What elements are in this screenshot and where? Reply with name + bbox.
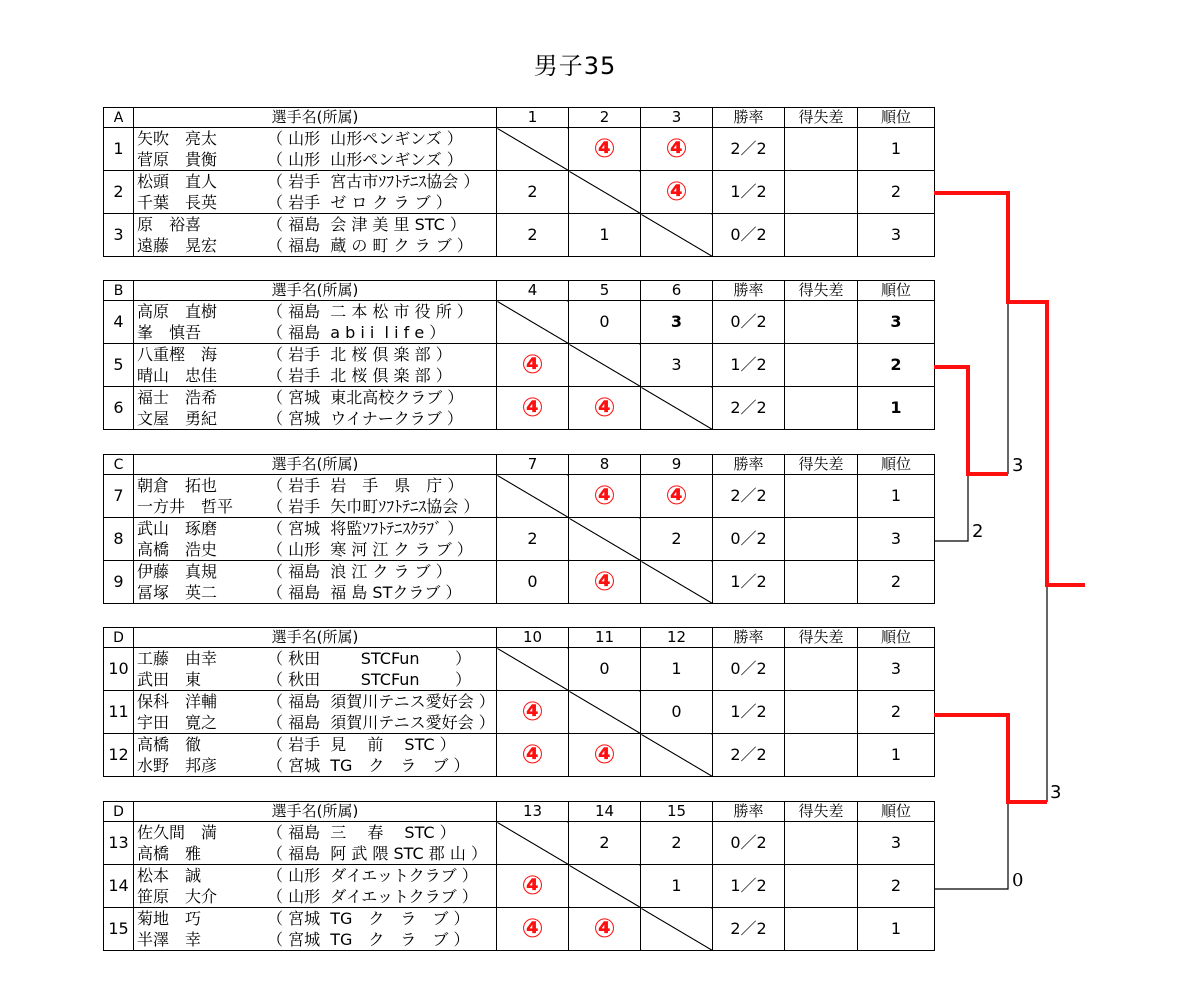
bracket-win-path-b bbox=[934, 367, 1008, 474]
player-affiliation: （ 秋田 STCFun ） bbox=[267, 649, 472, 668]
players-header: 選手名(所属) bbox=[134, 455, 497, 475]
page-title: 男子35 bbox=[533, 52, 617, 80]
player-name: 八重樫 海 bbox=[137, 345, 218, 364]
player-name: 高橋 徹 bbox=[137, 735, 202, 754]
match-score: 2 bbox=[641, 822, 713, 865]
match-score: ④ bbox=[641, 128, 713, 171]
player-affiliation: （ 山形 山形ペンギンズ ） bbox=[267, 129, 463, 148]
win-rate: 1／2 bbox=[713, 171, 785, 214]
match-score: 0 bbox=[641, 691, 713, 734]
rank: 3 bbox=[858, 648, 935, 691]
bracket-line-e2 bbox=[934, 802, 1008, 889]
match-score: ④ bbox=[569, 387, 641, 430]
rank: 1 bbox=[858, 387, 935, 430]
column-header: 3 bbox=[641, 108, 713, 128]
rank: 1 bbox=[858, 475, 935, 518]
player-name: 高橋 雅 bbox=[137, 844, 202, 863]
player-affiliation: （ 福島 a b i i l i f e ） bbox=[267, 323, 446, 342]
bracket-win-path-d bbox=[934, 715, 1047, 802]
win-rate: 2／2 bbox=[713, 908, 785, 951]
column-header: 10 bbox=[497, 628, 569, 648]
win-rate: 0／2 bbox=[713, 822, 785, 865]
player-affiliation: （ 福島 二 本 松 市 役 所 ） bbox=[267, 302, 473, 321]
match-score: 1 bbox=[641, 865, 713, 908]
player-affiliation: （ 山形 寒 河 江 ク ラ ブ ） bbox=[267, 540, 473, 559]
player-affiliation: （ 福島 須賀川テニス愛好会 ） bbox=[267, 713, 495, 732]
pair-number: 11 bbox=[104, 691, 134, 734]
player-name: 半澤 幸 bbox=[137, 930, 202, 949]
player-affiliation: （ 岩手 矢巾町ｿﾌﾄﾃﾆｽ協会 ） bbox=[267, 497, 480, 516]
pair-number: 14 bbox=[104, 865, 134, 908]
bracket-score: 0 bbox=[1012, 870, 1024, 891]
column-header: 1 bbox=[497, 108, 569, 128]
match-score: ④ bbox=[641, 475, 713, 518]
match-score: ④ bbox=[497, 344, 569, 387]
player-name: 武山 琢磨 bbox=[137, 519, 218, 538]
players-header: 選手名(所属) bbox=[134, 108, 497, 128]
player-affiliation: （ 宮城 将監ｿﾌﾄﾃﾆｽｸﾗﾌﾞ ） bbox=[267, 519, 464, 538]
player-affiliation: （ 宮城 東北高校クラブ ） bbox=[267, 388, 464, 407]
bracket-score: 2 bbox=[972, 521, 984, 542]
point-diff-header: 得失差 bbox=[785, 281, 858, 301]
column-header: 14 bbox=[569, 802, 641, 822]
rank: 2 bbox=[858, 171, 935, 214]
pair-number: 4 bbox=[104, 301, 134, 344]
win-rate: 0／2 bbox=[713, 301, 785, 344]
player-affiliation: （ 岩手 宮古市ｿﾌﾄﾃﾆｽ協会 ） bbox=[267, 172, 480, 191]
point-diff-header: 得失差 bbox=[785, 802, 858, 822]
win-rate-header: 勝率 bbox=[713, 455, 785, 475]
player-affiliation: （ 岩手 見 前 STC ） bbox=[267, 735, 456, 754]
match-score: 2 bbox=[497, 214, 569, 257]
rank: 2 bbox=[858, 561, 935, 604]
column-header: 8 bbox=[569, 455, 641, 475]
match-score: 3 bbox=[641, 344, 713, 387]
match-score: 2 bbox=[641, 518, 713, 561]
match-score: ④ bbox=[569, 475, 641, 518]
rank: 3 bbox=[858, 518, 935, 561]
rank: 3 bbox=[858, 214, 935, 257]
pair-number: 3 bbox=[104, 214, 134, 257]
player-name: 高原 直樹 bbox=[137, 302, 218, 321]
player-affiliation: （ 福島 蔵 の 町 ク ラ ブ ） bbox=[267, 236, 473, 255]
player-affiliation: （ 岩手 岩 手 県 庁 ） bbox=[267, 476, 464, 495]
player-affiliation: （ 宮城 TG ク ラ ブ ） bbox=[267, 909, 470, 928]
group-label: B bbox=[104, 281, 134, 301]
pair-number: 12 bbox=[104, 734, 134, 777]
group-label: D bbox=[104, 802, 134, 822]
point-diff-header: 得失差 bbox=[785, 455, 858, 475]
rank: 1 bbox=[858, 734, 935, 777]
player-affiliation: （ 福島 阿 武 隈 STC 郡 山 ） bbox=[267, 844, 487, 863]
player-name: 高橋 浩史 bbox=[137, 540, 218, 559]
match-score: 1 bbox=[641, 648, 713, 691]
player-name: 菅原 貴衡 bbox=[137, 150, 218, 169]
win-rate: 2／2 bbox=[713, 387, 785, 430]
pair-number: 6 bbox=[104, 387, 134, 430]
win-rate-header: 勝率 bbox=[713, 108, 785, 128]
match-score: ④ bbox=[497, 691, 569, 734]
group-label: D bbox=[104, 628, 134, 648]
win-rate: 2／2 bbox=[713, 128, 785, 171]
player-name: 伊藤 真規 bbox=[137, 562, 218, 581]
rank-header: 順位 bbox=[858, 108, 935, 128]
column-header: 13 bbox=[497, 802, 569, 822]
win-rate: 1／2 bbox=[713, 865, 785, 908]
win-rate-header: 勝率 bbox=[713, 281, 785, 301]
players-header: 選手名(所属) bbox=[134, 628, 497, 648]
bracket-win-path-a bbox=[934, 193, 1085, 585]
players-header: 選手名(所属) bbox=[134, 281, 497, 301]
rank: 2 bbox=[858, 344, 935, 387]
match-score: 3 bbox=[641, 301, 713, 344]
bracket-score: 3 bbox=[1012, 455, 1024, 476]
column-header: 15 bbox=[641, 802, 713, 822]
column-header: 2 bbox=[569, 108, 641, 128]
point-diff-header: 得失差 bbox=[785, 108, 858, 128]
player-name: 笹原 大介 bbox=[137, 887, 218, 906]
player-affiliation: （ 福島 須賀川テニス愛好会 ） bbox=[267, 692, 495, 711]
match-score: ④ bbox=[497, 387, 569, 430]
bracket-line-c2 bbox=[934, 474, 968, 541]
match-score: 0 bbox=[569, 648, 641, 691]
player-name: 菊地 巧 bbox=[137, 909, 202, 928]
column-header: 6 bbox=[641, 281, 713, 301]
player-affiliation: （ 福島 会 津 美 里 STC ） bbox=[267, 215, 466, 234]
win-rate-header: 勝率 bbox=[713, 802, 785, 822]
column-header: 7 bbox=[497, 455, 569, 475]
match-score: 0 bbox=[497, 561, 569, 604]
rank-header: 順位 bbox=[858, 281, 935, 301]
player-name: 千葉 長英 bbox=[137, 193, 218, 212]
pair-number: 10 bbox=[104, 648, 134, 691]
player-affiliation: （ 岩手 ゼ ロ ク ラ ブ ） bbox=[267, 193, 452, 212]
player-name: 原 裕喜 bbox=[137, 215, 202, 234]
players-header: 選手名(所属) bbox=[134, 802, 497, 822]
column-header: 9 bbox=[641, 455, 713, 475]
player-affiliation: （ 山形 ダイエットクラブ ） bbox=[267, 866, 478, 885]
win-rate: 2／2 bbox=[713, 734, 785, 777]
match-score: 2 bbox=[569, 822, 641, 865]
player-name: 文屋 勇紀 bbox=[137, 409, 218, 428]
pair-number: 7 bbox=[104, 475, 134, 518]
player-affiliation: （ 秋田 STCFun ） bbox=[267, 670, 472, 689]
player-name: 遠藤 晃宏 bbox=[137, 236, 218, 255]
bracket-score: 3 bbox=[1050, 782, 1062, 803]
pair-number: 2 bbox=[104, 171, 134, 214]
pair-number: 15 bbox=[104, 908, 134, 951]
rank: 2 bbox=[858, 865, 935, 908]
match-score: 2 bbox=[497, 171, 569, 214]
player-affiliation: （ 宮城 TG ク ラ ブ ） bbox=[267, 930, 470, 949]
player-affiliation: （ 岩手 北 桜 倶 楽 部 ） bbox=[267, 366, 452, 385]
player-name: 保科 洋輔 bbox=[137, 692, 218, 711]
rank: 2 bbox=[858, 691, 935, 734]
match-score: ④ bbox=[569, 128, 641, 171]
rank: 3 bbox=[858, 822, 935, 865]
player-affiliation: （ 山形 山形ペンギンズ ） bbox=[267, 150, 463, 169]
player-name: 工藤 由幸 bbox=[137, 649, 218, 668]
match-score: ④ bbox=[497, 865, 569, 908]
player-name: 宇田 寛之 bbox=[137, 713, 218, 732]
pair-number: 13 bbox=[104, 822, 134, 865]
player-affiliation: （ 岩手 北 桜 倶 楽 部 ） bbox=[267, 345, 452, 364]
win-rate: 1／2 bbox=[713, 691, 785, 734]
match-score: ④ bbox=[641, 171, 713, 214]
column-header: 11 bbox=[569, 628, 641, 648]
player-name: 松本 誠 bbox=[137, 866, 202, 885]
player-affiliation: （ 宮城 ウイナークラブ ） bbox=[267, 409, 463, 428]
match-score: ④ bbox=[569, 561, 641, 604]
player-affiliation: （ 宮城 TG ク ラ ブ ） bbox=[267, 756, 470, 775]
win-rate: 0／2 bbox=[713, 214, 785, 257]
rank-header: 順位 bbox=[858, 455, 935, 475]
rank-header: 順位 bbox=[858, 628, 935, 648]
rank-header: 順位 bbox=[858, 802, 935, 822]
player-name: 冨塚 英二 bbox=[137, 583, 218, 602]
player-name: 晴山 忠佳 bbox=[137, 366, 218, 385]
win-rate: 2／2 bbox=[713, 475, 785, 518]
match-score: ④ bbox=[497, 734, 569, 777]
win-rate: 1／2 bbox=[713, 344, 785, 387]
player-affiliation: （ 山形 ダイエットクラブ ） bbox=[267, 887, 478, 906]
column-header: 4 bbox=[497, 281, 569, 301]
player-name: 水野 邦彦 bbox=[137, 756, 218, 775]
pair-number: 9 bbox=[104, 561, 134, 604]
player-affiliation: （ 福島 三 春 STC ） bbox=[267, 823, 456, 842]
player-name: 矢吹 亮太 bbox=[137, 129, 218, 148]
group-label: C bbox=[104, 455, 134, 475]
player-name: 福士 浩希 bbox=[137, 388, 218, 407]
rank: 1 bbox=[858, 908, 935, 951]
pair-number: 8 bbox=[104, 518, 134, 561]
player-name: 武田 東 bbox=[137, 670, 202, 689]
win-rate-header: 勝率 bbox=[713, 628, 785, 648]
player-name: 佐久間 満 bbox=[137, 823, 218, 842]
match-score: ④ bbox=[497, 908, 569, 951]
point-diff-header: 得失差 bbox=[785, 628, 858, 648]
match-score: 0 bbox=[569, 301, 641, 344]
player-name: 朝倉 拓也 bbox=[137, 476, 218, 495]
win-rate: 0／2 bbox=[713, 648, 785, 691]
match-score: 2 bbox=[497, 518, 569, 561]
column-header: 12 bbox=[641, 628, 713, 648]
player-affiliation: （ 福島 浪 江 ク ラ ブ ） bbox=[267, 562, 452, 581]
player-name: 峯 慎吾 bbox=[137, 323, 202, 342]
player-affiliation: （ 福島 福 島 STクラブ ） bbox=[267, 583, 462, 602]
match-score: 1 bbox=[569, 214, 641, 257]
win-rate: 0／2 bbox=[713, 518, 785, 561]
pair-number: 5 bbox=[104, 344, 134, 387]
match-score: ④ bbox=[569, 908, 641, 951]
pair-number: 1 bbox=[104, 128, 134, 171]
column-header: 5 bbox=[569, 281, 641, 301]
win-rate: 1／2 bbox=[713, 561, 785, 604]
rank: 1 bbox=[858, 128, 935, 171]
player-name: 松頭 直人 bbox=[137, 172, 218, 191]
group-label: A bbox=[104, 108, 134, 128]
rank: 3 bbox=[858, 301, 935, 344]
player-name: 一方井 哲平 bbox=[137, 497, 234, 516]
match-score: ④ bbox=[569, 734, 641, 777]
